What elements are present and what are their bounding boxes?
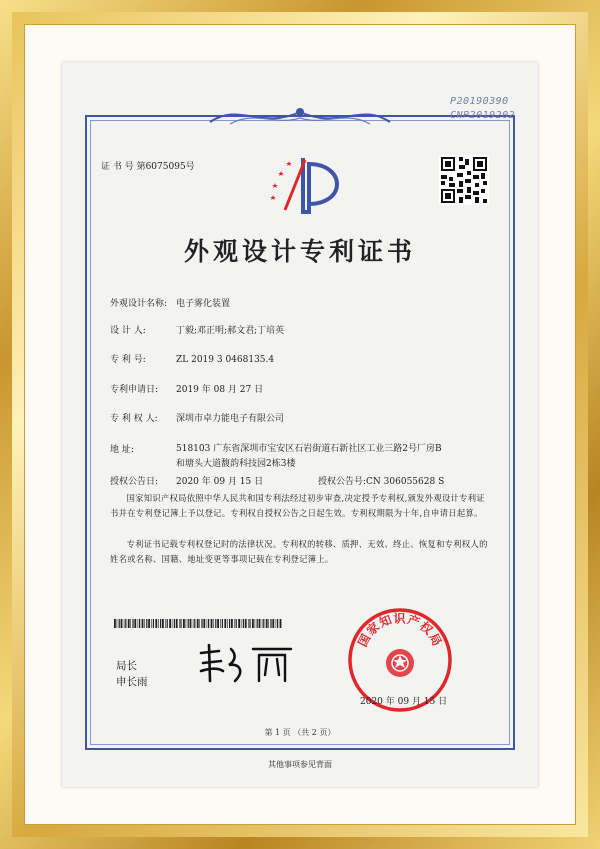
page-indicator: 第 1 页 （共 2 页）	[264, 728, 336, 737]
statement-paragraph-1: 国家知识产权局依照中华人民共和国专利法经过初步审查,决定授予专利权,颁发外观设计专利证书并在专利登记簿上予以登记。专利权自授权公告之日起生效。专利权期限为十年,自申请日起算。	[110, 493, 485, 518]
field-label: 地 址:	[110, 445, 134, 455]
field-value: 深圳市卓力能电子有限公司	[176, 414, 285, 424]
field-patent-number	[110, 352, 274, 365]
certificate-title: 外观设计专利证书	[183, 237, 416, 266]
seal-date: 2020 年 09 月 15 日	[360, 697, 448, 707]
field-address-value: 518103 广东省深圳市宝安区石岩街道石新社区工业三路2号厂房B和塘头大道馥韵科技园2栋3楼	[176, 444, 442, 469]
signatory-title: 局长	[116, 660, 137, 672]
field-value: 2019 年 08 月 27 日	[176, 385, 264, 395]
statement-paragraph-2: 专利证书记载专利权登记时的法律状况。专利权的转移、质押、无效、终止、恢复和专利权人的姓名或名称、国籍、地址变更等事项记载在专利登记簿上。	[110, 539, 488, 564]
field-designers	[110, 323, 284, 336]
handwritten-note-line-1: P20190390	[450, 96, 509, 107]
signatory-name: 申长雨	[116, 676, 148, 688]
cnipa-logo-icon	[265, 150, 345, 220]
field-label: 专 利 权 人:	[110, 414, 158, 424]
svg-text:国家知识产权局: 国家知识产权局	[355, 611, 445, 649]
certificate-number: 证 书 号 第6075095号	[101, 162, 195, 172]
field-design-name	[110, 296, 230, 309]
field-address-label	[110, 442, 176, 455]
field-value: 丁毅;邓正明;郝文君;丁培英	[176, 326, 285, 336]
grant-date: 2020 年 09 月 15 日	[176, 477, 264, 487]
footer-note: 其他事项参见背面	[268, 760, 332, 769]
border-ornament-icon	[200, 100, 400, 130]
handwritten-signature-icon	[195, 641, 295, 686]
qr-code-icon	[439, 155, 489, 205]
field-patentee	[110, 411, 284, 424]
field-label: 专 利 号:	[110, 355, 146, 365]
grant-number-label: 授权公告号:	[318, 477, 367, 487]
barcode-icon	[114, 619, 284, 628]
handwritten-note-line-2: CNP2019202	[450, 110, 516, 121]
field-label: 外观设计名称:	[110, 299, 168, 309]
grant-number: CN 306055628 S	[366, 477, 445, 487]
field-value: 电子雾化装置	[176, 299, 231, 309]
field-value: ZL 2019 3 0468135.4	[176, 355, 275, 365]
field-label: 设 计 人:	[110, 326, 146, 336]
field-application-date	[110, 382, 263, 395]
field-label: 授权公告日:	[110, 477, 159, 487]
field-label: 专利申请日:	[110, 385, 159, 395]
field-grant	[110, 474, 444, 487]
